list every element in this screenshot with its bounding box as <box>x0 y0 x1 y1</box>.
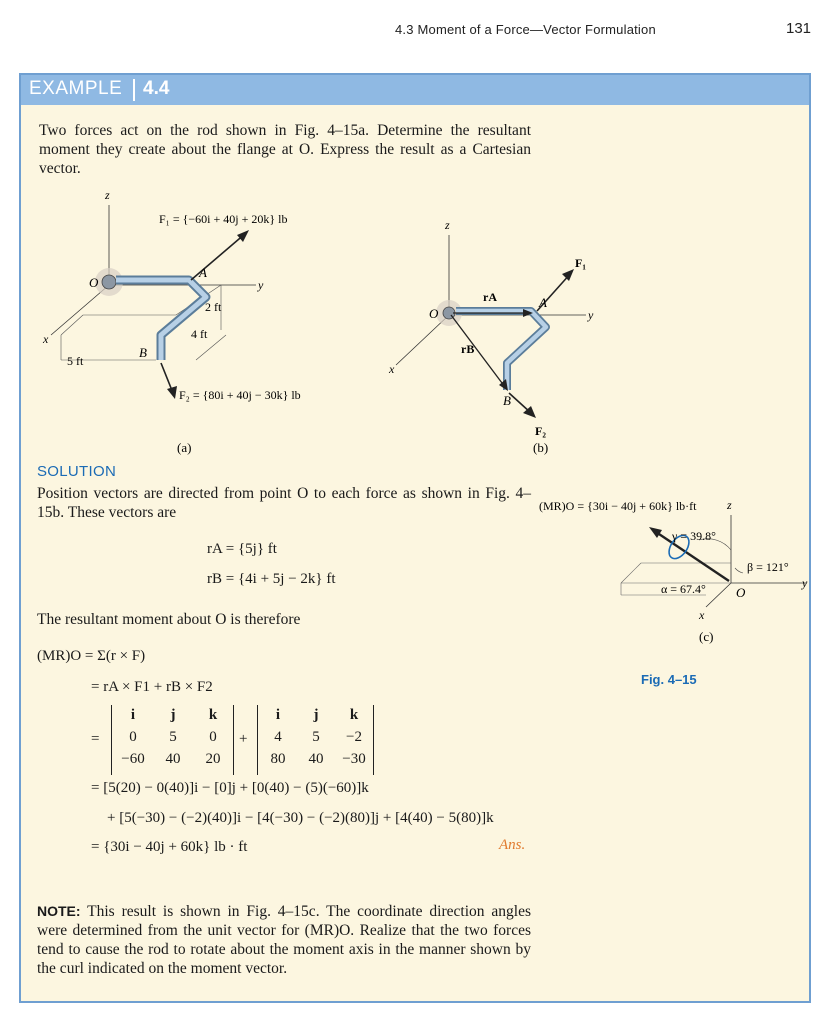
determinant-cell: i <box>275 707 281 723</box>
determinant-cell: 4 <box>274 729 282 745</box>
determinant-cell: 0 <box>129 729 137 745</box>
fig-c-proj-line <box>621 563 641 583</box>
fig-b-label-f1: F₁ <box>575 256 586 270</box>
page-number: 131 <box>786 20 812 37</box>
fig-c-moment-arrowhead <box>649 527 662 538</box>
fig-b-label-f2: F₂ <box>535 424 546 438</box>
fig-c-label-y: y <box>802 576 808 590</box>
determinant-2 <box>259 707 373 775</box>
eq-line5: = {30i − 40j + 60k} lb · ft <box>91 839 248 855</box>
det2-right-bar <box>373 705 374 775</box>
fig-c-moment-label: (MR)O = {30i − 40j + 60k} lb·ft <box>539 499 697 513</box>
figure-a <box>21 185 351 465</box>
fig-a-label-b: B <box>139 345 147 360</box>
example-header-bar <box>21 75 809 105</box>
fig-a-f2-arrowhead <box>167 386 177 399</box>
fig-a-dim-2ft: 2 ft <box>205 300 222 314</box>
figure-label: Fig. 4–15 <box>641 672 697 687</box>
example-label: EXAMPLE <box>29 78 123 99</box>
fig-b-rb-vector <box>451 315 505 387</box>
eq-line1: (MR)O = Σ(r × F) <box>37 648 146 664</box>
answer-marker: Ans. <box>499 837 526 853</box>
det-plus-sign: + <box>239 731 248 747</box>
det1-right-bar <box>233 705 234 775</box>
determinant-cell: k <box>349 707 359 723</box>
determinant-cell: −60 <box>121 751 145 767</box>
fig-b-f1-arrowhead <box>562 269 574 281</box>
determinant-cell: j <box>170 707 176 723</box>
fig-a-f2-label: F₂ = {80i + 40j − 30k} lb <box>179 388 301 402</box>
solution-heading: SOLUTION <box>37 463 117 480</box>
section-title: 4.3 Moment of a Force—Vector Formulation <box>395 22 656 37</box>
fig-b-label-o: O <box>429 306 439 321</box>
fig-c-caption: (c) <box>699 629 714 644</box>
eq-line2: = rA × F1 + rB × F2 <box>91 679 213 695</box>
fig-b-caption: (b) <box>533 440 549 455</box>
fig-c-label-o: O <box>736 585 746 600</box>
figure-c <box>521 495 811 695</box>
fig-b-label-z: z <box>445 218 450 232</box>
determinant-cell: j <box>313 707 319 723</box>
note-label: NOTE: <box>37 903 81 919</box>
fig-b-label-a: A <box>539 295 547 310</box>
example-box <box>19 73 811 1003</box>
fig-a-label-x: x <box>43 332 49 346</box>
eq-line3: = [5(20) − 0(40)]i − [0]j + [0(40) − (5)(−60)]k <box>91 780 369 796</box>
determinant-cell: 0 <box>209 729 217 745</box>
determinant-cell: 5 <box>312 729 320 745</box>
eq-equals-sign: = <box>91 731 100 747</box>
fig-a-label-o: O <box>89 275 99 290</box>
determinant-cell: 5 <box>169 729 177 745</box>
fig-c-gamma: γ = 39.8° <box>672 529 716 543</box>
determinant-cell: 40 <box>165 751 181 767</box>
example-separator <box>133 79 135 101</box>
fig-c-beta: β = 121° <box>747 560 789 574</box>
fig-a-rod-highlight <box>116 280 206 360</box>
fig-a-caption: (a) <box>177 440 192 455</box>
page-header <box>0 14 828 54</box>
fig-c-label-x: x <box>699 608 705 622</box>
eq-line4: + [5(−30) − (−2)(40)]i − [4(−30) − (−2)(80)]j + [4(40) − 5(80)]k <box>107 810 494 826</box>
determinant-cell: 40 <box>308 751 324 767</box>
note-text: This result is shown in Fig. 4–15c. The coordinate direction angles were determined from the unit vector for (MR)O. Realize that the two forces tend to cause the rod to rotate about the moment axis in the manner shown by the curl indicated on the moment vector. <box>37 903 531 977</box>
fig-b-label-ra: rA <box>483 290 497 304</box>
fig-c-alpha: α = 67.4° <box>661 582 706 596</box>
determinant-1 <box>113 707 233 775</box>
determinant-cell: 80 <box>270 751 286 767</box>
fig-a-label-a: A <box>199 265 207 280</box>
solution-intro: Position vectors are directed from point O to each force as shown in Fig. 4–15b. These vectors are <box>37 485 531 521</box>
fig-a-f1-label: F₁ = {−60i + 40j + 20k} lb <box>159 212 288 226</box>
fig-a-label-y: y <box>258 278 264 292</box>
determinant-cell: 20 <box>205 751 221 767</box>
fig-b-label-rb: rB <box>461 342 475 356</box>
example-number: 4.4 <box>143 78 170 99</box>
eq-rb: rB = {4i + 5j − 2k} ft <box>207 571 336 587</box>
fig-b-label-x: x <box>389 362 395 376</box>
determinant-cell: i <box>130 707 136 723</box>
note <box>37 902 531 978</box>
eq-ra: rA = {5j} ft <box>207 541 277 557</box>
fig-b-label-b: B <box>503 393 511 408</box>
fig-a-label-z: z <box>105 188 110 202</box>
fig-a-dim-line <box>61 315 83 335</box>
determinant-cell: −30 <box>342 751 366 767</box>
problem-statement: Two forces act on the rod shown in Fig. 4–15a. Determine the resultant moment they create about the flange at O. Express the result as a Cartesian vector. <box>39 122 531 177</box>
fig-a-flange-center <box>102 275 116 289</box>
fig-c-beta-arc <box>735 568 743 573</box>
fig-a-dim-4ft: 4 ft <box>191 327 208 341</box>
fig-a-dim-5ft: 5 ft <box>67 354 84 368</box>
figure-b <box>361 215 601 465</box>
fig-b-label-y: y <box>588 308 594 322</box>
moment-text: The resultant moment about O is therefore <box>37 611 301 628</box>
determinant-cell: k <box>208 707 218 723</box>
fig-c-label-z: z <box>727 498 732 512</box>
determinant-cell: −2 <box>346 729 362 745</box>
fig-c-x-axis <box>706 583 731 607</box>
